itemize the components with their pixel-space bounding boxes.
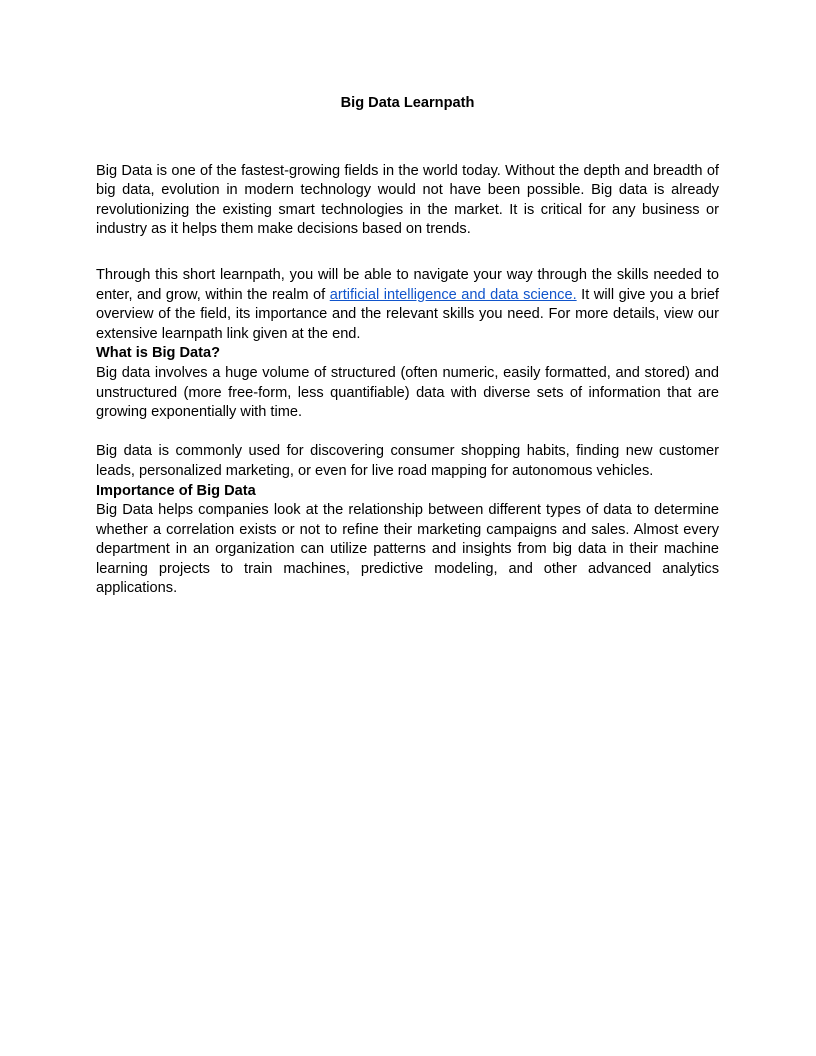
document-title: Big Data Learnpath bbox=[340, 95, 475, 111]
section-heading-importance-of-big-data: Importance of Big Data bbox=[96, 482, 256, 499]
importance-of-big-data-paragraph: Big Data helps companies look at the relationship between different types of data to determine whether a correlation exists or not to refine their marketing campaigns and sales. Almost every department in an organization can utilize patterns and insights from big data in their machine learning projects to train machines, predictive modeling, and other advanced analytics applications. bbox=[96, 502, 719, 597]
intro-paragraph: Big Data is one of the fastest-growing fields in the world today. Without the depth and breadth of big data, evolution in modern technology would not have been possible. Big data is already revolutionizing the existing smart technologies in the market. It is critical for any business or industry as it helps them make decisions based on trends. bbox=[96, 162, 719, 238]
learnpath-paragraph bbox=[96, 266, 719, 344]
learnpath-text-before-link: Through this short learnpath, you will be able to navigate your way through the skills needed to enter, and grow, within the realm of bbox=[96, 266, 719, 303]
what-is-big-data-paragraph-1: Big data involves a huge volume of structured (often numeric, easily formatted, and stored) and unstructured (more free-form, less quantifiable) data with diverse sets of information that are growing exponentially with time. bbox=[96, 364, 719, 421]
what-is-big-data-paragraph-2: Big data is commonly used for discovering consumer shopping habits, finding new customer leads, personalized marketing, or even for live road mapping for autonomous vehicles. bbox=[96, 443, 719, 479]
ai-data-science-link[interactable]: artificial intelligence and data science. bbox=[329, 286, 577, 303]
learnpath-text-after-link: It will give you a brief overview of the field, its importance and the relevant skills you need. For more details, view our extensive learnpath link given at the end. bbox=[96, 286, 719, 342]
section-heading-what-is-big-data: What is Big Data? bbox=[96, 345, 221, 362]
document-page bbox=[96, 94, 719, 599]
